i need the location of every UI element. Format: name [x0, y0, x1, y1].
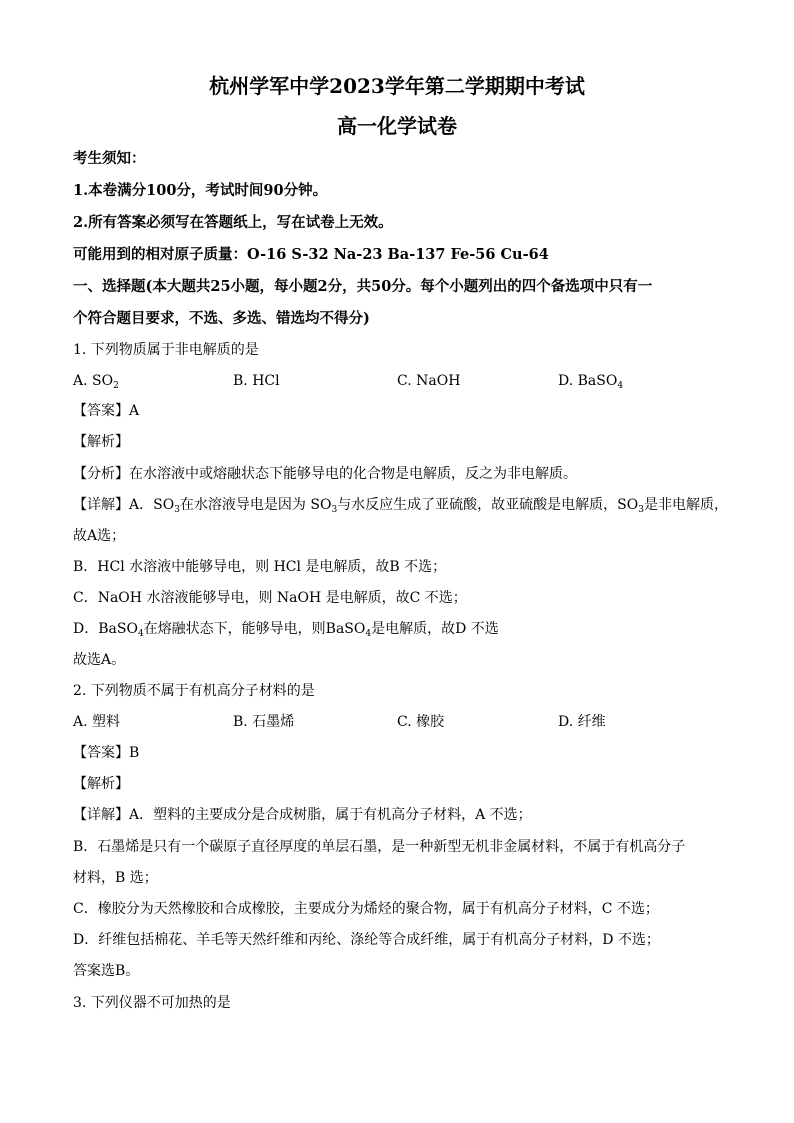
- question-3-stem: 3. 下列仪器不可加热的是: [73, 995, 231, 1011]
- question-1-options: [73, 372, 723, 390]
- q1-detail-d: D．BaSO$_4$在熔融状态下，能够导电，则BaSO$_4$是电解质，故D 不选: [73, 621, 499, 639]
- q1-conclusion: 故选A。: [73, 652, 126, 668]
- question-1-stem: 1. 下列物质属于非电解质的是: [73, 342, 259, 358]
- q1-option-d: D. BaSO$_4$: [558, 373, 624, 391]
- section-instructions-line-2: 个符合题目要求，不选、多选、错选均不得分): [73, 310, 370, 327]
- answer-value: B: [129, 745, 140, 761]
- q2-detail-b: B．石墨烯是只有一个碳原子直径厚度的单层石墨，是一种新型无机非金属材料，不属于有机高分子: [73, 839, 686, 855]
- q2-option-a: A. 塑料: [73, 714, 121, 730]
- section-instructions-line-1: 一、选择题(本大题共25小题，每小题2分，共50分。每个小题列出的四个备选项中只有一: [73, 278, 653, 295]
- q1-detail-b: B．HCl 水溶液中能够导电，则 HCl 是电解质，故B 不选；: [73, 559, 447, 575]
- answer-tag: 【答案】: [73, 745, 129, 761]
- answer-tag: 【答案】: [73, 403, 129, 419]
- q2-answer: [73, 744, 139, 762]
- q2-analysis-tag: 【解析】: [73, 776, 129, 792]
- q2-option-d: D. 纤维: [558, 714, 606, 730]
- q1-option-a: A. $SO_2$: [73, 373, 119, 391]
- q2-detail-d: D．纤维包括棉花、羊毛等天然纤维和丙纶、涤纶等合成纤维，属于有机高分子材料，D 不选；: [73, 932, 660, 948]
- q1-answer: [73, 402, 139, 420]
- q2-detail-b-cont: 材料，B 选；: [73, 870, 158, 886]
- q2-conclusion: 答案选B。: [73, 963, 140, 979]
- exam-title: 杭州学军中学2023学年第二学期期中考试: [209, 74, 585, 98]
- q1-detail-c: C．NaOH 水溶液能够导电，则 NaOH 是电解质，故C 不选；: [73, 590, 467, 606]
- q1-option-b: B. HCl: [233, 373, 280, 389]
- q1-fenxi: 【分析】在水溶液中或熔融状态下能够导电的化合物是电解质，反之为非电解质。: [73, 466, 577, 482]
- answer-value: A: [129, 403, 140, 419]
- notice-item-1: 1.本卷满分100分，考试时间90分钟。: [73, 182, 328, 199]
- q2-detail-c: C．橡胶分为天然橡胶和合成橡胶，主要成分为烯烃的聚合物，属于有机高分子材料，C 不选；: [73, 901, 659, 917]
- q1-detail-a: 【详解】A．$SO_3$在水溶液导电是因为 $SO_3$与水反应生成了亚硫酸，故亚硫酸是电解质，$SO_3$是非电解质，: [73, 497, 728, 515]
- q1-option-c: C. NaOH: [397, 373, 461, 389]
- q1-analysis-tag: 【解析】: [73, 434, 129, 450]
- q2-option-c: C. 橡胶: [397, 714, 445, 730]
- notice-item-2: 2.所有答案必须写在答题纸上，写在试卷上无效。: [73, 214, 393, 231]
- q2-option-b: B. 石墨烯: [233, 714, 295, 730]
- exam-subtitle: 高一化学试卷: [337, 114, 457, 138]
- q2-detail-a: 【详解】A．塑料的主要成分是合成树脂，属于有机高分子材料，A 不选；: [73, 807, 532, 823]
- notice-heading: 考生须知：: [73, 150, 146, 167]
- atomic-masses: 可能用到的相对原子质量：O-16 S-32 Na-23 Ba-137 Fe-56 Cu-64: [73, 246, 549, 263]
- question-2-stem: 2. 下列物质不属于有机高分子材料的是: [73, 683, 315, 699]
- question-2-options: [73, 713, 723, 731]
- q1-detail-a-cont: 故A选；: [73, 528, 126, 544]
